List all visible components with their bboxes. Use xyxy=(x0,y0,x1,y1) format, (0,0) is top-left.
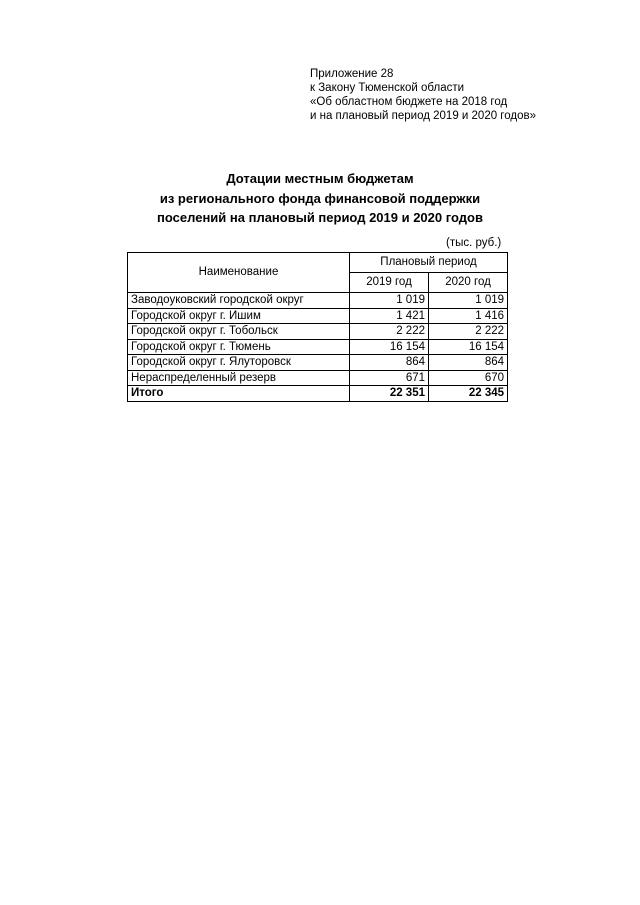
appendix-line: Приложение 28 xyxy=(310,68,394,80)
column-header-period: Плановый период xyxy=(350,253,508,273)
row-value-2019: 2 222 xyxy=(350,324,429,340)
row-name: Городской округ г. Ялуторовск xyxy=(128,355,350,371)
row-value-2020: 1 416 xyxy=(429,308,508,324)
table-row xyxy=(128,324,508,340)
row-value-2019: 16 154 xyxy=(350,339,429,355)
document-title xyxy=(120,169,520,228)
row-name: Заводоуковский городской округ xyxy=(128,293,350,309)
row-name: Городской округ г. Тобольск xyxy=(128,324,350,340)
title-line: поселений на плановый период 2019 и 2020 годов xyxy=(157,210,483,225)
row-value-2019: 671 xyxy=(350,370,429,386)
table-row xyxy=(128,308,508,324)
total-value-2019: 22 351 xyxy=(350,386,429,402)
total-value-2020: 22 345 xyxy=(429,386,508,402)
table-row xyxy=(128,370,508,386)
table-row xyxy=(128,355,508,371)
row-name: Городской округ г. Ишим xyxy=(128,308,350,324)
column-header-2020: 2020 год xyxy=(429,273,508,293)
row-name: Нераспределенный резерв xyxy=(128,370,350,386)
column-header-2019: 2019 год xyxy=(350,273,429,293)
row-value-2020: 864 xyxy=(429,355,508,371)
row-value-2020: 1 019 xyxy=(429,293,508,309)
title-line: Дотации местным бюджетам xyxy=(226,171,414,186)
row-name: Городской округ г. Тюмень xyxy=(128,339,350,355)
title-line: из регионального фонда финансовой поддержки xyxy=(159,190,481,206)
appendix-line: «Об областном бюджете на 2018 год xyxy=(310,96,508,108)
table-row xyxy=(128,293,508,309)
row-value-2020: 16 154 xyxy=(429,339,508,355)
column-header-name: Наименование xyxy=(128,253,350,293)
appendix-header xyxy=(310,67,536,123)
row-value-2019: 864 xyxy=(350,355,429,371)
table-row xyxy=(128,339,508,355)
row-value-2020: 2 222 xyxy=(429,324,508,340)
table-total-row xyxy=(128,386,508,402)
subsidies-table xyxy=(127,252,508,402)
total-label: Итого xyxy=(128,386,350,402)
appendix-line: к Закону Тюменской области xyxy=(310,82,465,94)
units-label: (тыс. руб.) xyxy=(446,237,502,249)
appendix-line: и на плановый период 2019 и 2020 годов» xyxy=(310,110,536,122)
row-value-2019: 1 421 xyxy=(350,308,429,324)
row-value-2019: 1 019 xyxy=(350,293,429,309)
row-value-2020: 670 xyxy=(429,370,508,386)
